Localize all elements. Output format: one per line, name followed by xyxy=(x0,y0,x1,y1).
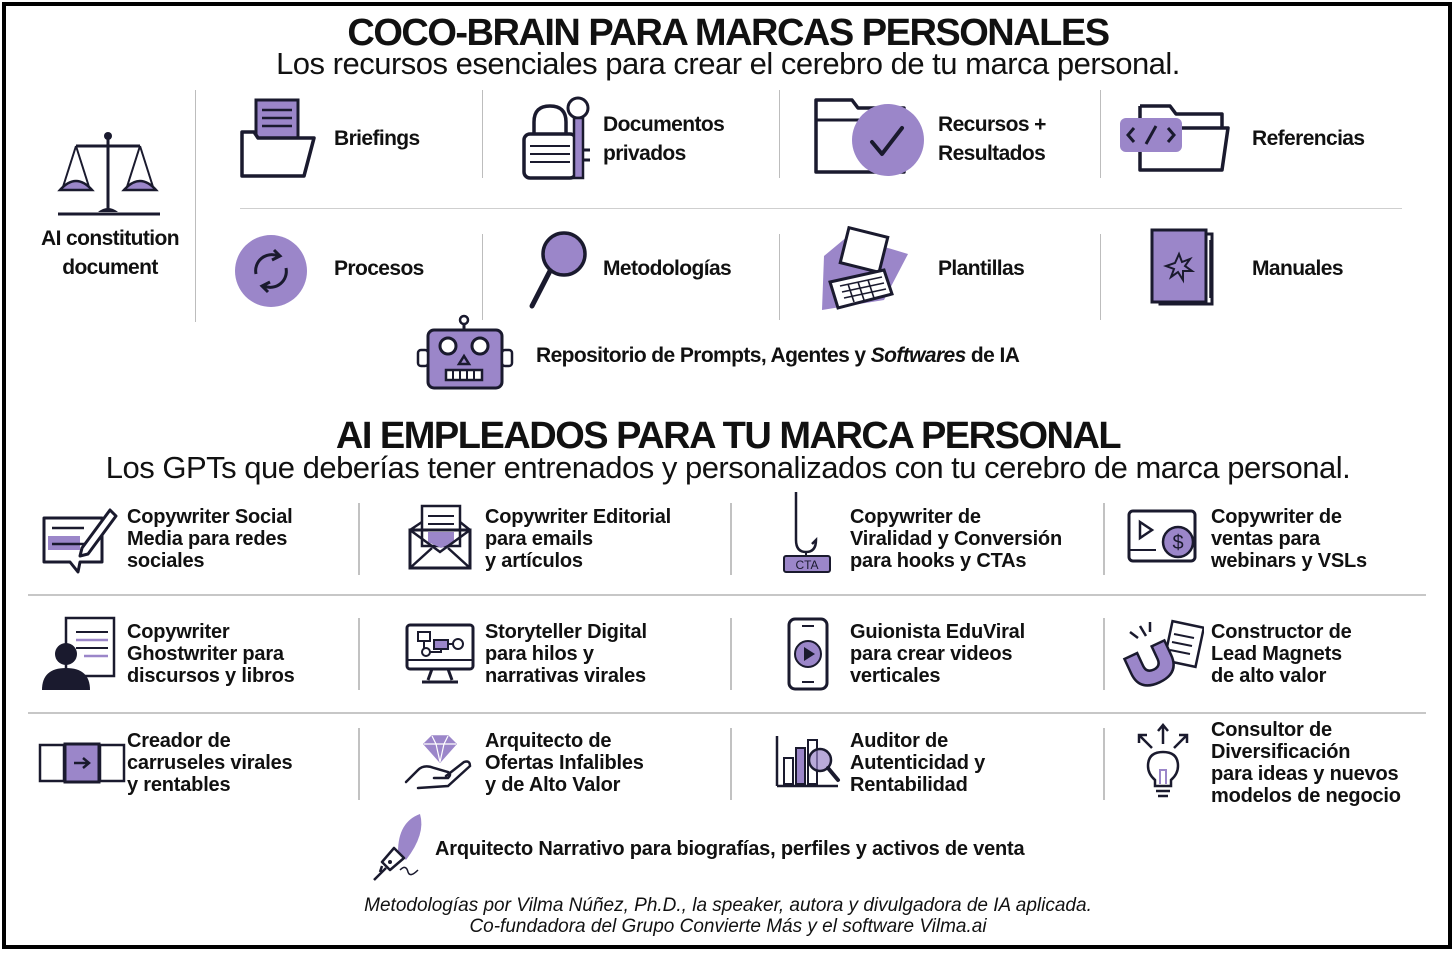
divider xyxy=(482,234,483,320)
repository-label: Repositorio de Prompts, Agentes y Softwares de IA xyxy=(536,344,1020,367)
book-icon xyxy=(1148,226,1220,308)
section1-title: COCO-BRAIN PARA MARCAS PERSONALES xyxy=(347,12,1109,54)
monitor-flow-icon xyxy=(404,622,476,686)
divider xyxy=(28,594,1426,596)
employee-label: Storyteller Digital para hilos y narrativas virales xyxy=(485,621,647,687)
divider xyxy=(730,728,732,800)
person-document-icon xyxy=(40,614,120,692)
resource-label: Procesos xyxy=(334,257,424,280)
divider xyxy=(240,208,1402,209)
chart-magnifier-icon xyxy=(774,734,842,788)
folder-docs-icon xyxy=(238,96,320,182)
section2-subtitle: Los GPTs que deberías tener entrenados y personalizados con tu cerebro de marca personal. xyxy=(105,450,1351,485)
employee-label: Constructor de Lead Magnets de alto valor xyxy=(1211,621,1352,687)
resource-label: Briefings xyxy=(334,127,420,150)
divider xyxy=(358,503,360,575)
resource-label: Plantillas xyxy=(938,257,1025,280)
divider xyxy=(358,728,360,800)
employee-label: Auditor de Autenticidad y Rentabilidad xyxy=(850,730,985,796)
magnifier-icon xyxy=(528,230,592,310)
folder-check-icon xyxy=(812,96,928,178)
employee-label: Copywriter Social Media para redes sociales xyxy=(127,506,293,572)
divider xyxy=(730,618,732,690)
divider xyxy=(482,90,483,178)
constitution-label: AI constitution document xyxy=(41,227,179,279)
employee-label: Copywriter Editorial para emails y artículos xyxy=(485,506,672,572)
resource-label: Manuales xyxy=(1252,257,1343,280)
footer-credit: Metodologías por Vilma Núñez, Ph.D., la speaker, autora y divulgadora de IA aplicada. Co-fundadora del Grupo Convierte Más y el software Vilma.ai xyxy=(364,895,1092,937)
employee-label: Arquitecto de Ofertas Infalibles y de Alto Valor xyxy=(485,730,644,796)
employee-label: Copywriter de Viralidad y Conversión para hooks y CTAs xyxy=(850,506,1062,572)
resource-label: Metodologías xyxy=(603,257,732,280)
divider xyxy=(779,234,780,320)
divider xyxy=(779,90,780,178)
employee-label: Copywriter Ghostwriter para discursos y libros xyxy=(127,621,295,687)
robot-icon xyxy=(416,314,516,392)
employee-label: Guionista EduViral para crear videos verticales xyxy=(850,621,1025,687)
cycle-arrows-icon xyxy=(234,234,308,308)
phone-play-icon xyxy=(786,616,830,692)
divider xyxy=(1100,90,1101,178)
chat-pencil-icon xyxy=(40,504,120,576)
divider xyxy=(28,712,1426,714)
narrative-label: Arquitecto Narrativo para biografías, perfiles y activos de venta xyxy=(435,838,1025,860)
resource-label: Documentos privados xyxy=(603,113,725,165)
hand-diamond-icon xyxy=(404,732,476,792)
employee-label: Consultor de Diversificación para ideas y nuevos modelos de negocio xyxy=(1211,719,1401,807)
resource-label: Recursos + Resultados xyxy=(938,113,1046,165)
carousel-icon xyxy=(38,742,126,784)
video-dollar-icon xyxy=(1126,508,1200,566)
employee-label: Creador de carruseles virales y rentables xyxy=(127,730,293,796)
svg-text:CTA: CTA xyxy=(795,558,819,572)
divider xyxy=(1103,503,1105,575)
lock-key-icon xyxy=(520,94,596,184)
divider xyxy=(1100,234,1101,320)
magnet-document-icon xyxy=(1118,618,1204,688)
hook-cta-icon xyxy=(778,490,838,574)
resource-label: Referencias xyxy=(1252,127,1365,150)
section1-subtitle: Los recursos esenciales para crear el cerebro de tu marca personal. xyxy=(276,46,1180,81)
laptop-icon xyxy=(818,226,912,316)
divider xyxy=(358,618,360,690)
divider xyxy=(1103,728,1105,800)
lightbulb-arrows-icon xyxy=(1134,722,1192,802)
fountain-pen-icon xyxy=(368,812,428,884)
divider xyxy=(730,503,732,575)
scales-icon xyxy=(52,128,164,220)
folder-code-icon xyxy=(1118,100,1232,178)
divider xyxy=(1103,618,1105,690)
divider xyxy=(195,90,196,322)
svg-text:$: $ xyxy=(1172,532,1184,554)
employee-label: Copywriter de ventas para webinars y VSLs xyxy=(1211,506,1367,572)
envelope-letter-icon xyxy=(406,502,474,572)
section2-title: AI EMPLEADOS PARA TU MARCA PERSONAL xyxy=(335,415,1121,457)
